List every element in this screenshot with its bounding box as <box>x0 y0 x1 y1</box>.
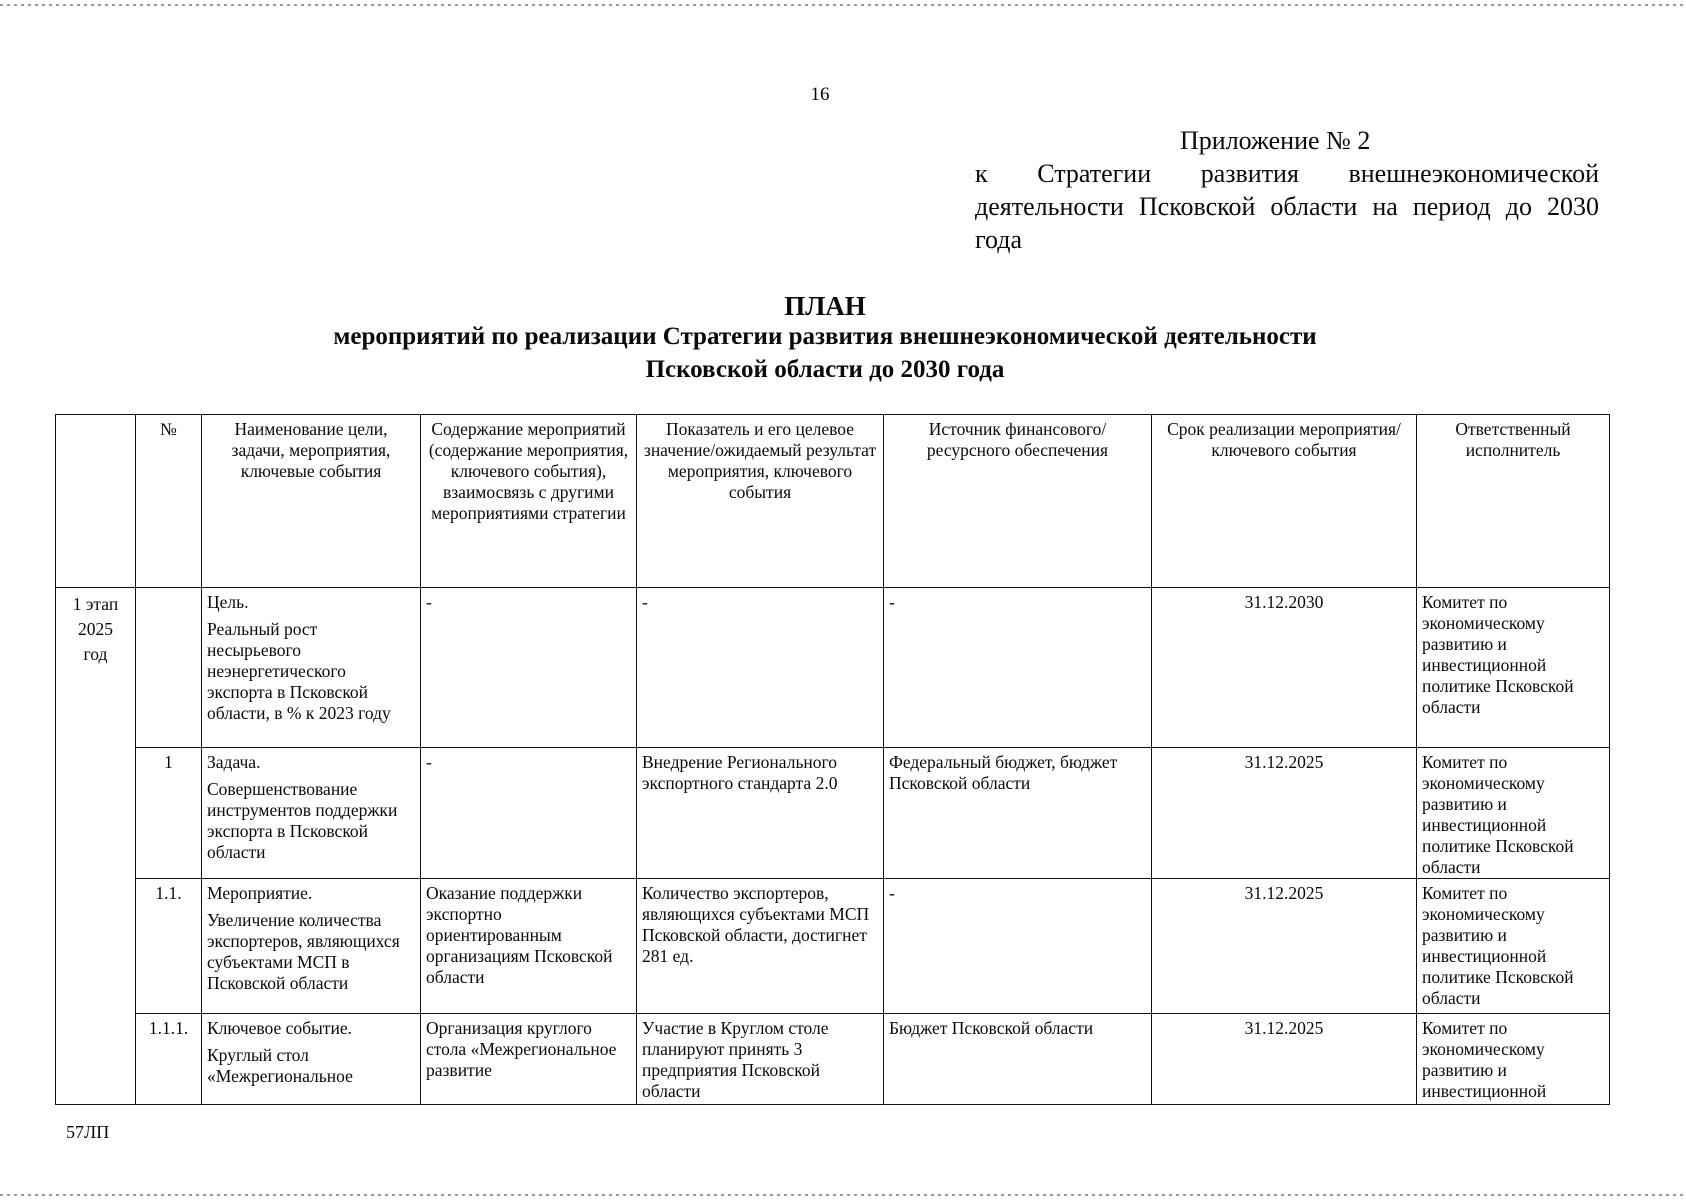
row-deadline: 31.12.2025 <box>1152 1014 1417 1105</box>
row-name-text: Совершенствование инструментов поддержки экспорта в Псковской области <box>207 779 398 862</box>
row-name-label: Ключевое событие. <box>207 1018 352 1038</box>
stage-line1: 1 этап <box>72 594 119 614</box>
row-responsible: Комитет по экономическому развитию и инвестиционной <box>1417 1014 1610 1105</box>
row-name-text: Круглый стол «Межрегиональное <box>207 1045 353 1086</box>
row-content: Организация круглого стола «Межрегиональное развитие <box>421 1014 637 1105</box>
appendix-block <box>975 124 1599 256</box>
row-name <box>202 1014 421 1105</box>
scan-edge-bottom <box>0 1194 1686 1196</box>
appendix-text: к Стратегии развития внешнеэкономической деятельности Псковской области на период до 2030 года <box>975 159 1599 254</box>
header-responsible: Ответственный исполнитель <box>1417 415 1610 588</box>
row-name-label: Задача. <box>207 752 261 772</box>
row-name-label: Цель. <box>207 592 249 612</box>
row-name <box>202 588 421 748</box>
header-number: № <box>136 415 202 588</box>
row-deadline: 31.12.2025 <box>1152 879 1417 1014</box>
row-source: - <box>884 879 1152 1014</box>
row-deadline: 31.12.2030 <box>1152 588 1417 748</box>
row-responsible: Комитет по экономическому развитию и инвестиционной политике Псковской области <box>1417 588 1610 748</box>
header-deadline: Срок реализации мероприятия/ключевого события <box>1152 415 1417 588</box>
row-number <box>136 588 202 748</box>
stage-line3: год <box>83 644 108 664</box>
header-source: Источник финансового/ресурсного обеспечения <box>884 415 1152 588</box>
table-header-row <box>56 415 1610 588</box>
header-content: Содержание мероприятий (содержание мероприятия, ключевого события), взаимосвязь с другими мероприятиями стратегии <box>421 415 637 588</box>
row-deadline: 31.12.2025 <box>1152 748 1417 879</box>
row-responsible: Комитет по экономическому развитию и инвестиционной политике Псковской области <box>1417 879 1610 1014</box>
row-name-text: Увеличение количества экспортеров, являющихся субъектами МСП в Псковской области <box>207 910 400 993</box>
row-name-label: Мероприятие. <box>207 883 313 903</box>
plan-subtitle-line2: Псковской области до 2030 года <box>645 356 1005 383</box>
plan-subtitle-line1: мероприятий по реализации Стратегии развития внешнеэкономической деятельности <box>333 323 1317 350</box>
plan-subtitle <box>0 320 1650 386</box>
row-indicator: Участие в Круглом столе планируют принять 3 предприятия Псковской области <box>637 1014 884 1105</box>
row-content: - <box>421 588 637 748</box>
row-indicator: Внедрение Регионального экспортного стандарта 2.0 <box>637 748 884 879</box>
row-indicator: - <box>637 588 884 748</box>
table-row-goal <box>56 588 1610 748</box>
appendix-title: Приложение № 2 <box>1180 126 1371 155</box>
header-stage <box>56 415 136 588</box>
scan-edge-top <box>0 4 1686 6</box>
table-row-event <box>56 1014 1610 1105</box>
row-name <box>202 748 421 879</box>
row-responsible: Комитет по экономическому развитию и инвестиционной политике Псковской области <box>1417 748 1610 879</box>
plan-title: ПЛАН <box>784 291 866 321</box>
row-number: 1 <box>136 748 202 879</box>
footer-code: 57ЛП <box>66 1122 110 1142</box>
row-source: - <box>884 588 1152 748</box>
row-source: Бюджет Псковской области <box>884 1014 1152 1105</box>
row-source: Федеральный бюджет, бюджет Псковской области <box>884 748 1152 879</box>
page-number: 16 <box>810 84 830 105</box>
row-name <box>202 879 421 1014</box>
row-number: 1.1.1. <box>136 1014 202 1105</box>
stage-line2: 2025 <box>78 619 113 639</box>
table-row-task <box>56 748 1610 879</box>
row-content: Оказание поддержки экспортно ориентированным организациям Псковской области <box>421 879 637 1014</box>
row-indicator: Количество экспортеров, являющихся субъектами МСП Псковской области, достигнет 281 ед. <box>637 879 884 1014</box>
row-content: - <box>421 748 637 879</box>
table-row-measure <box>56 879 1610 1014</box>
plan-table <box>55 414 1610 1105</box>
row-name-text: Реальный рост несырьевого неэнергетического экспорта в Псковской области, в % к 2023 году <box>207 619 391 723</box>
stage-cell <box>56 588 136 1105</box>
row-number: 1.1. <box>136 879 202 1014</box>
header-name: Наименование цели, задачи, мероприятия, ключевые события <box>202 415 421 588</box>
header-indicator: Показатель и его целевое значение/ожидаемый результат мероприятия, ключевого события <box>637 415 884 588</box>
